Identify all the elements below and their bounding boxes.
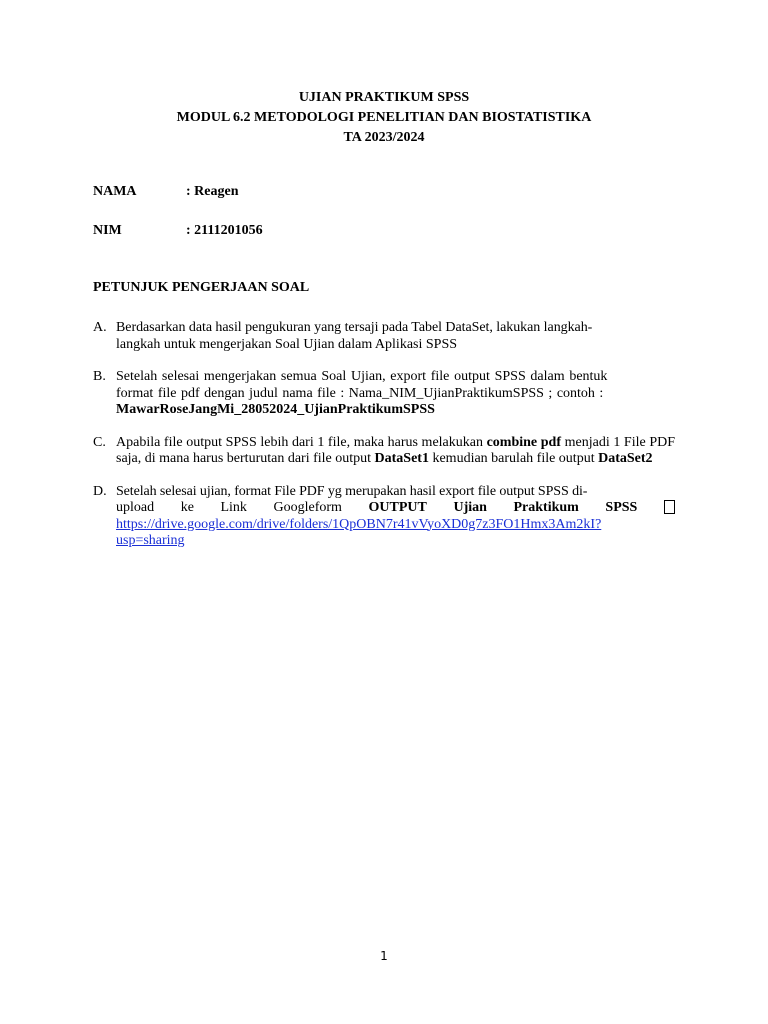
item-marker: A. <box>93 320 107 335</box>
name-row <box>93 184 239 200</box>
instruction-item-b <box>93 369 675 419</box>
nim-label: NIM <box>93 223 122 238</box>
item-a-line-2: langkah untuk mengerjakan Soal Ujian dalam Aplikasi SPSS <box>116 336 458 352</box>
arrow-icon <box>664 500 675 514</box>
item-d-word: Googleform <box>273 500 342 515</box>
item-d-line-1: Setelah selesai ujian, format File PDF yg merupakan hasil export file output SPSS di- <box>116 483 588 499</box>
item-c-text-2: menjadi 1 File PDF saja, di mana harus berturutan dari file output <box>116 434 675 466</box>
item-marker: B. <box>93 369 106 384</box>
item-b-line-2: format file pdf dengan judul nama file : Nama_NIM_UjianPraktikumSPSS ; contoh : <box>116 385 604 401</box>
name-label: NAMA <box>93 184 137 199</box>
item-d-word: upload <box>116 500 155 515</box>
item-c-bold-dataset2: DataSet2 <box>598 451 653 466</box>
item-c-bold-dataset1: DataSet1 <box>374 451 429 466</box>
item-c-text-3: kemudian barulah file output <box>428 451 599 466</box>
title-line-3: TA 2023/2024 <box>343 130 425 145</box>
google-drive-link[interactable] <box>116 517 675 550</box>
item-a-line-1: Berdasarkan data hasil pengukuran yang tersaji pada Tabel DataSet, lakukan langkah- <box>116 320 593 335</box>
item-b-line-1: Setelah selesai mengerjakan semua Soal Ujian, export file output SPSS dalam bentuk <box>116 369 608 384</box>
item-d-bold-word: Ujian <box>453 500 487 515</box>
link-line-2[interactable]: usp=sharing <box>116 533 185 548</box>
instruction-item-d <box>93 484 675 550</box>
item-b-example-filename: MawarRoseJangMi_28052024_UjianPraktikumSPSS <box>116 402 435 417</box>
nim-value: : 2111201056 <box>186 223 263 238</box>
item-d-word: Link <box>220 500 247 515</box>
item-marker: C. <box>93 434 106 450</box>
title-line-2: MODUL 6.2 METODOLOGI PENELITIAN DAN BIOSTATISTIKA <box>176 110 592 125</box>
instruction-item-c <box>93 435 675 468</box>
instructions-list <box>93 320 675 566</box>
document-title <box>0 88 768 148</box>
item-marker: D. <box>93 483 107 499</box>
nim-row <box>93 223 263 239</box>
title-line-1: UJIAN PRAKTIKUM SPSS <box>298 90 470 105</box>
item-c-bold-combine: combine pdf <box>486 434 561 450</box>
item-d-bold-word: Praktikum <box>513 500 579 515</box>
item-c-text <box>116 435 675 468</box>
link-line-1[interactable]: https://drive.google.com/drive/folders/1QpOBN7r41vVyoXD0g7z3FO1Hmx3Am2kI? <box>116 516 602 532</box>
page-number: 1 <box>380 949 388 963</box>
item-d-bold-word: OUTPUT <box>368 500 427 515</box>
instruction-item-a <box>93 320 675 353</box>
item-d-line-2 <box>116 500 675 517</box>
item-d-word: ke <box>180 500 194 515</box>
name-value: : Reagen <box>186 184 239 199</box>
instructions-heading: PETUNJUK PENGERJAAN SOAL <box>93 280 310 295</box>
item-c-text-1: Apabila file output SPSS lebih dari 1 file, maka harus melakukan <box>116 434 487 450</box>
item-d-bold-word: SPSS <box>605 500 638 515</box>
